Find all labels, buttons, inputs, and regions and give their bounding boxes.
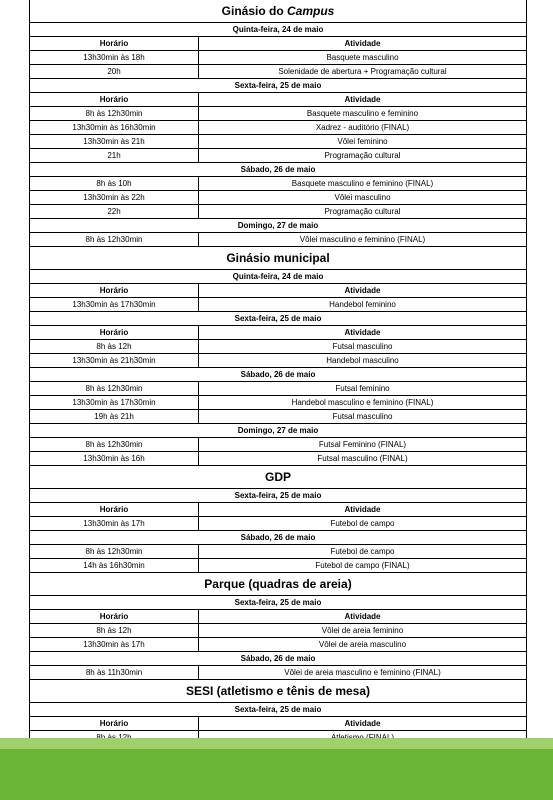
activity-column-header: Atividade [344,505,381,514]
footer-green-highlight [0,738,553,749]
time-cell: 13h30min às 16h30min [30,121,199,134]
day-heading: Sexta-feira, 25 de maio [30,596,526,610]
activity-cell: Handebol feminino [329,300,396,309]
activity-cell: Futsal Feminino (FINAL) [318,440,407,449]
venue-title-text: GDP [264,470,291,484]
schedule-sheet [29,0,527,787]
activity-cell: Futsal feminino [335,384,390,393]
time-cell: 8h às 11h30min [30,666,199,679]
schedule-row [30,624,526,638]
activity-cell: Handebol masculino [326,356,399,365]
time-cell: 13h30min às 17h30min [30,396,199,409]
day-heading: Sábado, 26 de maio [30,531,526,545]
venue-title-text: Ginásio municipal [226,251,330,265]
column-header-row [30,717,526,731]
time-cell: 8h às 12h [30,624,199,637]
day-heading: Domingo, 27 de maio [30,424,526,438]
activity-column-header: Atividade [344,286,381,295]
activity-cell: Futebol de campo [330,547,395,556]
schedule-row [30,438,526,452]
activity-cell: Programação cultural [324,151,401,160]
time-column-header: Horário [30,93,199,106]
activity-column-header: Atividade [344,328,381,337]
time-cell: 8h às 12h [30,340,199,353]
activity-cell: Xadrez - auditório (FINAL) [315,123,410,132]
day-heading: Quinta-feira, 24 de maio [30,270,526,284]
day-heading: Sábado, 26 de maio [30,163,526,177]
schedule-row [30,51,526,65]
time-cell: 8h às 12h30min [30,382,199,395]
schedule-row [30,559,526,573]
activity-cell: Futebol de campo (FINAL) [315,561,410,570]
venue-title [30,247,526,270]
day-heading: Sexta-feira, 25 de maio [30,703,526,717]
venue-title [30,573,526,596]
schedule-row [30,65,526,79]
activity-cell: Basquete masculino e feminino [306,109,419,118]
venue-title [30,0,526,23]
time-cell: 13h30min às 18h [30,51,199,64]
schedule-row [30,149,526,163]
activity-column-header: Atividade [344,612,381,621]
schedule-row [30,107,526,121]
time-column-header: Horário [30,37,199,50]
activity-cell: Futsal masculino [332,412,393,421]
activity-column-header: Atividade [344,719,381,728]
day-heading: Sábado, 26 de maio [30,652,526,666]
column-header-row [30,610,526,624]
time-cell: 13h30min às 17h30min [30,298,199,311]
venue-title [30,466,526,489]
day-heading: Sexta-feira, 25 de maio [30,489,526,503]
time-cell: 14h às 16h30min [30,559,199,572]
activity-cell: Vôlei de areia feminino [321,626,404,635]
time-cell: 8h às 12h30min [30,438,199,451]
column-header-row [30,37,526,51]
time-column-header: Horário [30,284,199,297]
venue-title-text: SESI (atletismo e tênis de mesa) [185,684,371,698]
schedule-row [30,452,526,466]
schedule-row [30,638,526,652]
time-cell: 13h30min às 17h [30,517,199,530]
activity-column-header: Atividade [344,39,381,48]
day-heading: Domingo, 27 de maio [30,219,526,233]
schedule-row [30,177,526,191]
schedule-row [30,666,526,680]
schedule-row [30,396,526,410]
venue-title-emphasis: Campus [287,4,335,18]
column-header-row [30,503,526,517]
activity-cell: Vôlei de areia masculino [318,640,407,649]
activity-cell: Vôlei feminino [337,137,388,146]
time-cell: 13h30min às 21h [30,135,199,148]
time-column-header: Horário [30,717,199,730]
activity-cell: Solenidade de abertura + Programação cultural [278,67,447,76]
schedule-row [30,410,526,424]
venue-title-text: Parque (quadras de areia) [204,577,352,591]
venue-title-text: Ginásio do [221,4,287,18]
day-heading: Sábado, 26 de maio [30,368,526,382]
day-heading: Sexta-feira, 25 de maio [30,79,526,93]
activity-cell: Vôlei masculino [334,193,391,202]
venue-title [30,680,526,703]
time-cell: 13h30min às 17h [30,638,199,651]
day-heading: Sexta-feira, 25 de maio [30,312,526,326]
schedule-row [30,340,526,354]
activity-cell: Vôlei masculino e feminino (FINAL) [299,235,426,244]
schedule-row [30,135,526,149]
activity-cell: Programação cultural [324,207,401,216]
schedule-row [30,191,526,205]
activity-cell: Futebol de campo [330,519,395,528]
time-cell: 20h [30,65,199,78]
schedule-row [30,545,526,559]
column-header-row [30,326,526,340]
column-header-row [30,284,526,298]
activity-cell: Vôlei de areia masculino e feminino (FINAL) [284,668,441,677]
activity-cell: Futsal masculino (FINAL) [317,454,408,463]
time-column-header: Horário [30,610,199,623]
time-cell: 8h às 12h30min [30,545,199,558]
day-heading: Quinta-feira, 24 de maio [30,23,526,37]
activity-cell: Basquete masculino [326,53,399,62]
activity-cell: Basquete masculino e feminino (FINAL) [291,179,434,188]
time-cell: 8h às 12h30min [30,107,199,120]
time-cell: 22h [30,205,199,218]
time-column-header: Horário [30,503,199,516]
activity-cell: Futsal masculino [332,342,393,351]
time-cell: 21h [30,149,199,162]
schedule-row [30,517,526,531]
activity-column-header: Atividade [344,95,381,104]
time-cell: 13h30min às 22h [30,191,199,204]
time-cell: 19h às 21h [30,410,199,423]
schedule-row [30,382,526,396]
schedule-row [30,298,526,312]
schedule-row [30,205,526,219]
time-cell: 8h às 12h30min [30,233,199,246]
column-header-row [30,93,526,107]
time-cell: 13h30min às 16h [30,452,199,465]
schedule-row [30,233,526,247]
schedule-row [30,121,526,135]
time-cell: 13h30min às 21h30min [30,354,199,367]
time-cell: 8h às 10h [30,177,199,190]
activity-cell: Handebol masculino e feminino (FINAL) [291,398,434,407]
time-column-header: Horário [30,326,199,339]
schedule-row [30,354,526,368]
